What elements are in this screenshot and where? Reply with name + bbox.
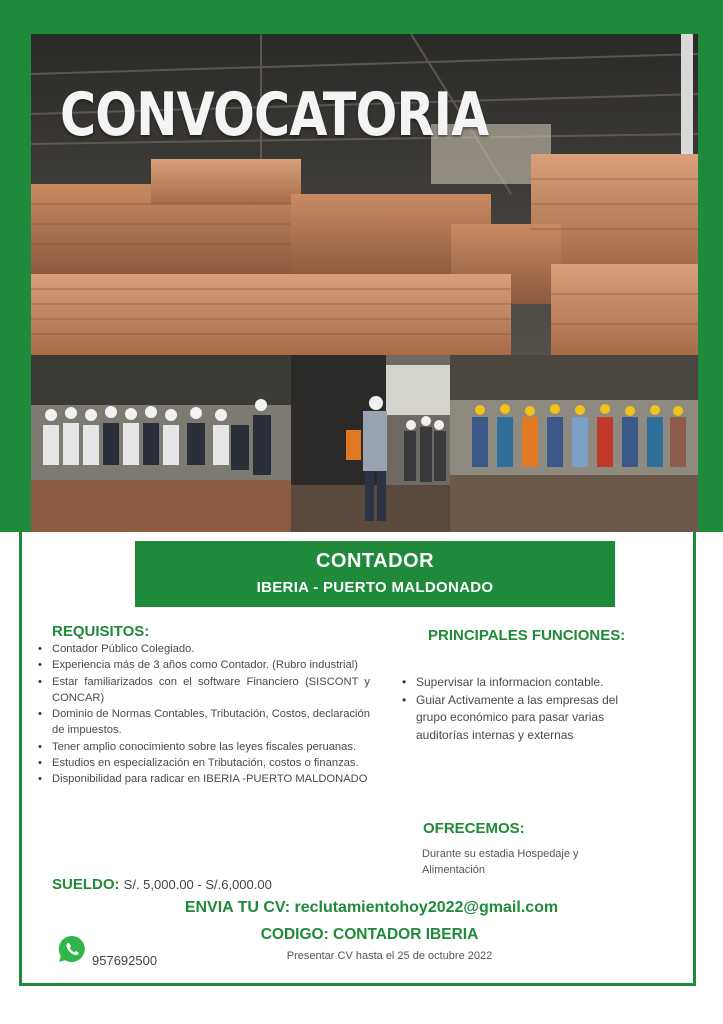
deadline-text: Presentar CV hasta el 25 de octubre 2022 [286,950,493,962]
phone-number[interactable]: 957692500 [92,953,158,968]
list-item: • Tener amplio conocimiento sobre las leyes fiscales peruanas. [36,739,370,755]
ofrecemos-text: Durante su estadia Hospedaje y Alimentación [422,848,579,876]
funciones-heading: PRINCIPALES FUNCIONES: [428,627,626,644]
list-item: • Disponibilidad para radicar en IBERIA -PUERTO MALDONADO [36,771,370,787]
list-item: • Estudios en especialización en Tributación, costos o finanzas. [36,755,370,771]
page-title: CONVOCATORIA [60,80,489,150]
list-item: • Contador Público Colegiado. [36,641,370,657]
whatsapp-icon [57,934,87,964]
photo-group-workers-2 [450,355,698,532]
list-item: • Guiar Activamente a las empresas del grupo económico para pasar varias auditorías internas y externas [400,692,652,745]
funciones-list [400,674,652,744]
sueldo-line [52,876,272,893]
sueldo-value: S/. 5,000.00 - S/.6,000.00 [123,877,272,892]
job-code: CODIGO: CONTADOR IBERIA [260,926,479,943]
requisitos-heading: REQUISITOS: [52,623,150,640]
send-cv-email[interactable]: ENVIA TU CV: reclutamientohoy2022@gmail.com [184,899,559,916]
list-item: • Experiencia más de 3 años como Contador. (Rubro industrial) [36,657,370,673]
list-item: • Dominio de Normas Contables, Tributación, Costos, declaración de impuestos. [36,706,370,739]
sueldo-label: SUELDO: [52,876,120,893]
position-banner [135,541,615,607]
list-item: • Supervisar la informacion contable. [400,674,652,692]
position-location: IBERIA - PUERTO MALDONADO [256,579,494,596]
photo-worker-machinery [291,355,450,532]
list-item: • Estar familiarizados con el software Financiero (SISCONT y CONCAR) [36,674,370,707]
position-title: CONTADOR [315,550,435,572]
ofrecemos-heading: OFRECEMOS: [423,820,525,837]
photo-group-workers-1 [31,355,291,532]
requisitos-list [36,641,370,788]
